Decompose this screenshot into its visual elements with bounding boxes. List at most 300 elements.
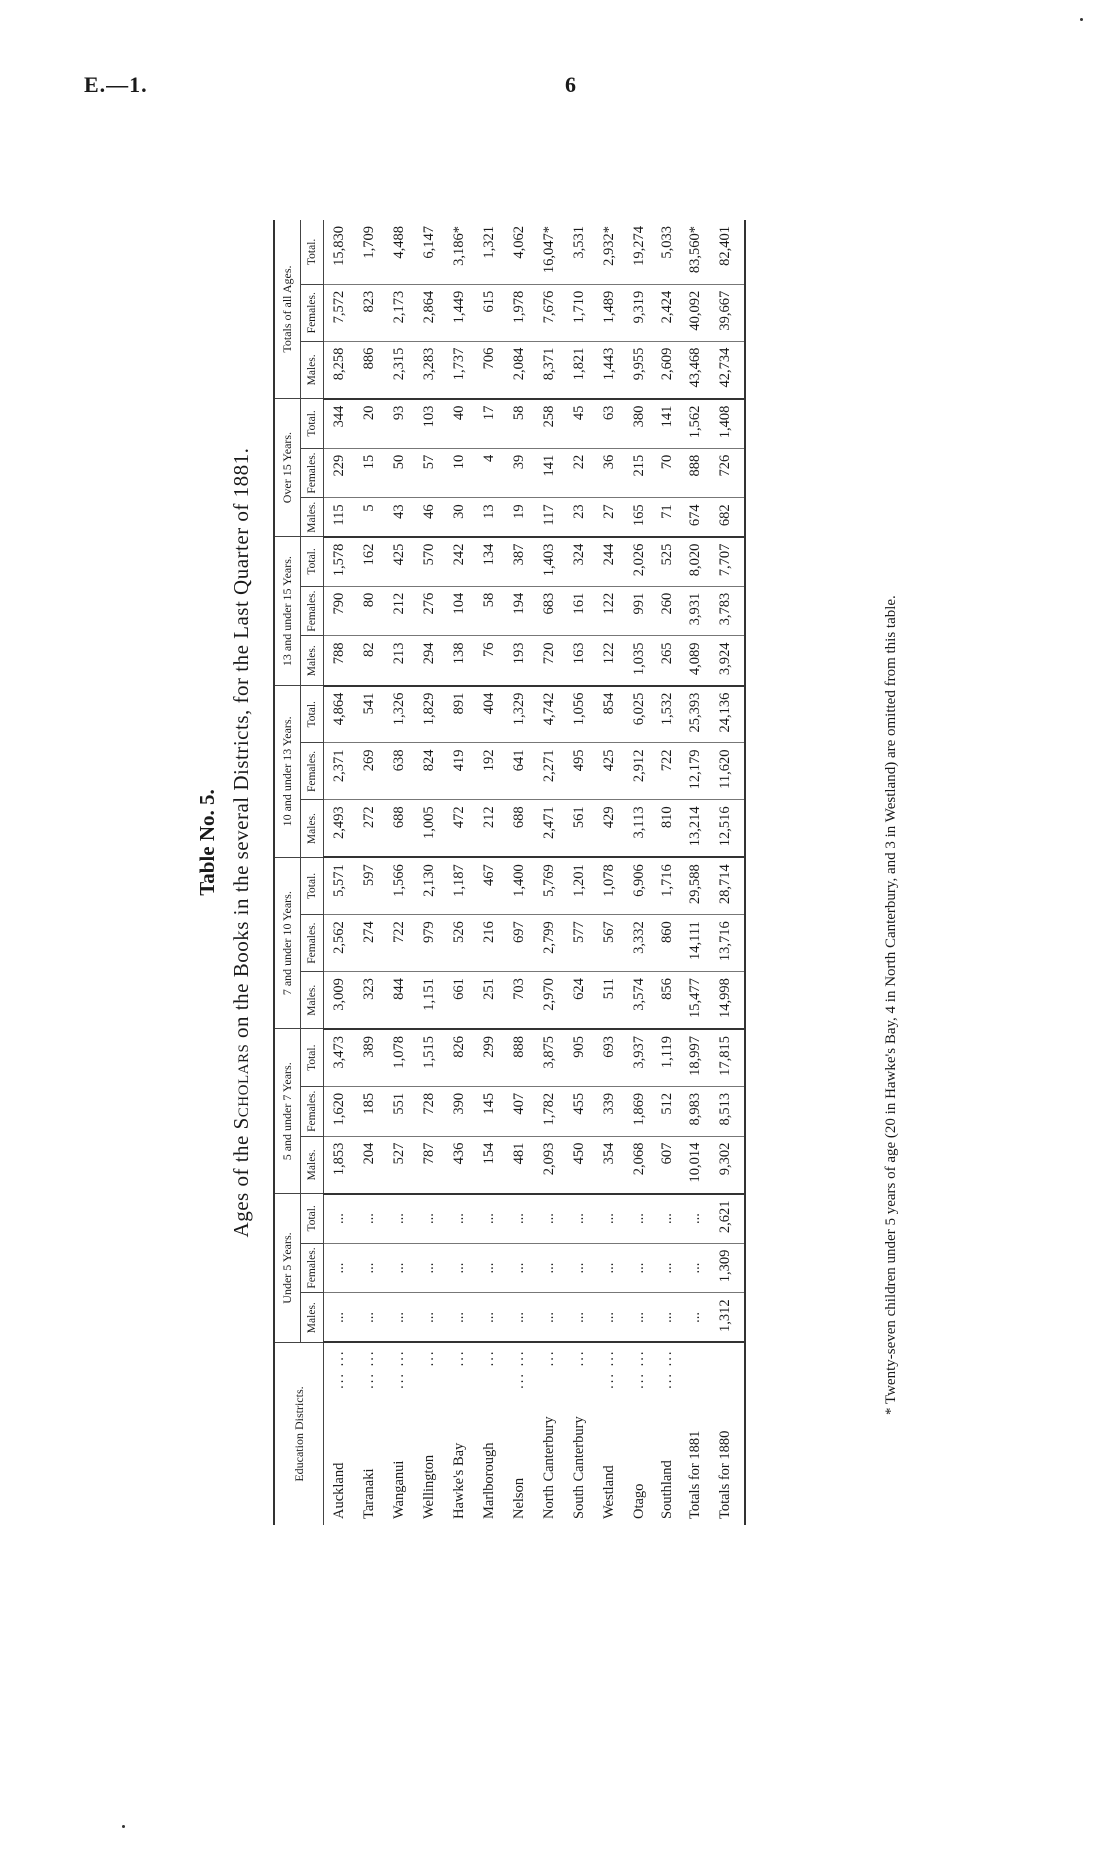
value-cell: ... xyxy=(624,1293,654,1343)
value-cell: 2,621 xyxy=(710,1194,745,1244)
value-cell: 1,443 xyxy=(594,341,624,398)
value-cell: 229 xyxy=(324,448,355,498)
value-cell: 2,271 xyxy=(534,743,564,800)
value-cell: 40 xyxy=(444,399,474,449)
value-cell: 3,113 xyxy=(624,800,654,857)
value-cell: 2,471 xyxy=(534,800,564,857)
value-cell: ... xyxy=(594,1194,624,1244)
value-cell: 165 xyxy=(624,498,654,537)
value-cell: 425 xyxy=(594,743,624,800)
value-cell: 40,092 xyxy=(680,284,710,341)
value-cell: 3,009 xyxy=(324,972,355,1029)
value-cell: 1,716 xyxy=(654,857,680,914)
value-cell: ... xyxy=(384,1194,414,1244)
value-cell: 450 xyxy=(564,1136,594,1193)
leader-dots: ... ... xyxy=(600,1349,617,1389)
value-cell: ... xyxy=(680,1293,710,1343)
value-cell: 93 xyxy=(384,399,414,449)
value-cell: 2,562 xyxy=(324,915,355,972)
value-cell: 216 xyxy=(474,915,504,972)
value-cell: 597 xyxy=(354,857,384,914)
district-name: Otago xyxy=(630,1483,647,1519)
value-cell: 58 xyxy=(474,586,504,636)
value-cell: ... xyxy=(384,1293,414,1343)
value-cell: 824 xyxy=(414,743,444,800)
value-cell: 1,515 xyxy=(414,1029,444,1086)
value-cell: 141 xyxy=(654,399,680,449)
value-cell: 1,309 xyxy=(710,1243,745,1293)
value-cell: ... xyxy=(324,1293,355,1343)
value-cell: 1,403 xyxy=(534,537,564,587)
value-cell: 162 xyxy=(354,537,384,587)
value-cell: 1,620 xyxy=(324,1086,355,1136)
leader-dots: ... xyxy=(480,1349,497,1367)
value-cell: 4,742 xyxy=(534,686,564,743)
value-cell: 14,111 xyxy=(680,915,710,972)
value-cell: 2,799 xyxy=(534,915,564,972)
value-cell: 294 xyxy=(414,636,444,686)
value-cell: 9,302 xyxy=(710,1136,745,1193)
district-name: North Canterbury xyxy=(540,1416,557,1519)
value-cell: 1,187 xyxy=(444,857,474,914)
value-cell: 46 xyxy=(414,498,444,537)
district-name-cell xyxy=(594,1343,624,1526)
value-cell: 722 xyxy=(384,915,414,972)
sub-header: Females. xyxy=(301,586,324,636)
value-cell: 2,609 xyxy=(654,341,680,398)
value-cell: 6,025 xyxy=(624,686,654,743)
value-cell: 8,371 xyxy=(534,341,564,398)
sub-header: Females. xyxy=(301,1243,324,1293)
value-cell: ... xyxy=(594,1293,624,1343)
district-name-cell xyxy=(384,1343,414,1526)
table-row xyxy=(444,220,474,1525)
value-cell: 1,119 xyxy=(654,1029,680,1086)
value-cell: 63 xyxy=(594,399,624,449)
value-cell: 823 xyxy=(354,284,384,341)
leader-dots: ... xyxy=(540,1349,557,1367)
value-cell: 8,258 xyxy=(324,341,355,398)
value-cell: 570 xyxy=(414,537,444,587)
value-cell: 299 xyxy=(474,1029,504,1086)
leader-dots: ... ... xyxy=(630,1349,647,1389)
value-cell: 8,513 xyxy=(710,1086,745,1136)
value-cell: 251 xyxy=(474,972,504,1029)
value-cell: 57 xyxy=(414,448,444,498)
value-cell: 720 xyxy=(534,636,564,686)
value-cell: 888 xyxy=(504,1029,534,1086)
value-cell: 527 xyxy=(384,1136,414,1193)
value-cell: ... xyxy=(534,1243,564,1293)
value-cell: 212 xyxy=(384,586,414,636)
value-cell: 13,214 xyxy=(680,800,710,857)
group-header: Under 5 Years. xyxy=(274,1194,301,1343)
value-cell: 5,769 xyxy=(534,857,564,914)
value-cell: 697 xyxy=(504,915,534,972)
value-cell: 19 xyxy=(504,498,534,537)
value-cell: 13 xyxy=(474,498,504,537)
value-cell: 141 xyxy=(534,448,564,498)
value-cell: 1,201 xyxy=(564,857,594,914)
value-cell: ... xyxy=(504,1243,534,1293)
value-cell: 17 xyxy=(474,399,504,449)
district-name: South Canterbury xyxy=(570,1416,587,1519)
leader-dots: ... ... xyxy=(330,1349,347,1389)
table-row xyxy=(384,220,414,1525)
value-cell: 1,329 xyxy=(504,686,534,743)
value-cell: 1,978 xyxy=(504,284,534,341)
value-cell: 3,924 xyxy=(710,636,745,686)
value-cell: 844 xyxy=(384,972,414,1029)
value-cell: 525 xyxy=(654,537,680,587)
value-cell: 389 xyxy=(354,1029,384,1086)
value-cell: 185 xyxy=(354,1086,384,1136)
leader-dots: ... xyxy=(570,1349,587,1367)
value-cell: 787 xyxy=(414,1136,444,1193)
value-cell: 258 xyxy=(534,399,564,449)
value-cell: 9,319 xyxy=(624,284,654,341)
table-row xyxy=(624,220,654,1525)
value-cell: 265 xyxy=(654,636,680,686)
value-cell: 682 xyxy=(710,498,745,537)
value-cell: 24,136 xyxy=(710,686,745,743)
value-cell: 2,932* xyxy=(594,220,624,284)
district-name-cell xyxy=(444,1343,474,1526)
value-cell: ... xyxy=(534,1194,564,1244)
value-cell: 117 xyxy=(534,498,564,537)
value-cell: 134 xyxy=(474,537,504,587)
value-cell: 1,578 xyxy=(324,537,355,587)
value-cell: 577 xyxy=(564,915,594,972)
value-cell: 3,473 xyxy=(324,1029,355,1086)
value-cell: 979 xyxy=(414,915,444,972)
district-name: Nelson xyxy=(510,1477,527,1519)
value-cell: 4,062 xyxy=(504,220,534,284)
value-cell: ... xyxy=(414,1293,444,1343)
value-cell: 76 xyxy=(474,636,504,686)
value-cell: 215 xyxy=(624,448,654,498)
value-cell: ... xyxy=(474,1194,504,1244)
value-cell: 212 xyxy=(474,800,504,857)
table-row xyxy=(710,220,745,1525)
value-cell: 390 xyxy=(444,1086,474,1136)
district-name-cell xyxy=(504,1343,534,1526)
value-cell: 204 xyxy=(354,1136,384,1193)
value-cell: 436 xyxy=(444,1136,474,1193)
table-row xyxy=(354,220,384,1525)
value-cell: 122 xyxy=(594,636,624,686)
district-name-cell xyxy=(680,1343,710,1526)
value-cell: 1,710 xyxy=(564,284,594,341)
table-row xyxy=(594,220,624,1525)
value-cell: 826 xyxy=(444,1029,474,1086)
value-cell: 404 xyxy=(474,686,504,743)
value-cell: 276 xyxy=(414,586,444,636)
value-cell: 2,970 xyxy=(534,972,564,1029)
value-cell: 3,283 xyxy=(414,341,444,398)
value-cell: 2,173 xyxy=(384,284,414,341)
value-cell: 103 xyxy=(414,399,444,449)
scan-speck xyxy=(122,1825,125,1828)
table-row xyxy=(504,220,534,1525)
value-cell: 1,078 xyxy=(594,857,624,914)
value-cell: 260 xyxy=(654,586,680,636)
value-cell: 71 xyxy=(654,498,680,537)
value-cell: ... xyxy=(654,1243,680,1293)
value-cell: 467 xyxy=(474,857,504,914)
value-cell: 7,572 xyxy=(324,284,355,341)
value-cell: 45 xyxy=(564,399,594,449)
value-cell: 344 xyxy=(324,399,355,449)
value-cell: 3,574 xyxy=(624,972,654,1029)
table-row xyxy=(534,220,564,1525)
value-cell: 703 xyxy=(504,972,534,1029)
district-name-cell xyxy=(624,1343,654,1526)
value-cell: ... xyxy=(654,1194,680,1244)
value-cell: 641 xyxy=(504,743,534,800)
value-cell: 905 xyxy=(564,1029,594,1086)
value-cell: 387 xyxy=(504,537,534,587)
value-cell: 12,516 xyxy=(710,800,745,857)
value-cell: 8,983 xyxy=(680,1086,710,1136)
value-cell: 13,716 xyxy=(710,915,745,972)
value-cell: 354 xyxy=(594,1136,624,1193)
value-cell: 3,937 xyxy=(624,1029,654,1086)
value-cell: 161 xyxy=(564,586,594,636)
value-cell: 9,955 xyxy=(624,341,654,398)
value-cell: 138 xyxy=(444,636,474,686)
value-cell: 991 xyxy=(624,586,654,636)
value-cell: 82,401 xyxy=(710,220,745,284)
district-name: Totals for 1881 xyxy=(686,1430,703,1519)
value-cell: 4,864 xyxy=(324,686,355,743)
sub-header: Males. xyxy=(301,498,324,537)
value-cell: 1,408 xyxy=(710,399,745,449)
leader-dots: ... ... xyxy=(510,1349,527,1389)
value-cell: 1,078 xyxy=(384,1029,414,1086)
value-cell: 7,676 xyxy=(534,284,564,341)
value-cell: 339 xyxy=(594,1086,624,1136)
value-cell: 154 xyxy=(474,1136,504,1193)
value-cell: 6,906 xyxy=(624,857,654,914)
table-subtitle xyxy=(229,130,254,1555)
value-cell: 39,667 xyxy=(710,284,745,341)
value-cell: 526 xyxy=(444,915,474,972)
value-cell: ... xyxy=(564,1194,594,1244)
value-cell: ... xyxy=(444,1293,474,1343)
value-cell: 213 xyxy=(384,636,414,686)
value-cell: 82 xyxy=(354,636,384,686)
sub-header: Males. xyxy=(301,800,324,857)
value-cell: 2,084 xyxy=(504,341,534,398)
value-cell: 2,026 xyxy=(624,537,654,587)
value-cell: 80 xyxy=(354,586,384,636)
scan-speck xyxy=(1080,18,1083,21)
value-cell: 624 xyxy=(564,972,594,1029)
sub-header-row xyxy=(301,220,324,1525)
value-cell: 122 xyxy=(594,586,624,636)
value-cell: 886 xyxy=(354,341,384,398)
district-name-cell xyxy=(534,1343,564,1526)
value-cell: ... xyxy=(624,1243,654,1293)
value-cell: ... xyxy=(564,1243,594,1293)
value-cell: 16,047* xyxy=(534,220,564,284)
district-name-cell xyxy=(710,1343,745,1526)
district-name: Auckland xyxy=(330,1462,347,1519)
value-cell: 567 xyxy=(594,915,624,972)
leader-dots: ... ... xyxy=(360,1349,377,1389)
value-cell: 194 xyxy=(504,586,534,636)
district-name-cell xyxy=(474,1343,504,1526)
value-cell: 1,326 xyxy=(384,686,414,743)
table-row xyxy=(324,220,355,1525)
value-cell: 50 xyxy=(384,448,414,498)
value-cell: 481 xyxy=(504,1136,534,1193)
value-cell: 30 xyxy=(444,498,474,537)
value-cell: 1,489 xyxy=(594,284,624,341)
value-cell: 429 xyxy=(594,800,624,857)
value-cell: 380 xyxy=(624,399,654,449)
district-name-cell xyxy=(324,1343,355,1526)
value-cell: 561 xyxy=(564,800,594,857)
value-cell: 83,560* xyxy=(680,220,710,284)
value-cell: 1,821 xyxy=(564,341,594,398)
value-cell: 1,853 xyxy=(324,1136,355,1193)
value-cell: ... xyxy=(534,1293,564,1343)
value-cell: 2,068 xyxy=(624,1136,654,1193)
sub-header: Males. xyxy=(301,636,324,686)
value-cell: 683 xyxy=(534,586,564,636)
value-cell: 2,864 xyxy=(414,284,444,341)
value-cell: 6,147 xyxy=(414,220,444,284)
value-cell: 726 xyxy=(710,448,745,498)
value-cell: 688 xyxy=(384,800,414,857)
value-cell: 541 xyxy=(354,686,384,743)
value-cell: 728 xyxy=(414,1086,444,1136)
value-cell: 3,783 xyxy=(710,586,745,636)
value-cell: 15 xyxy=(354,448,384,498)
value-cell: 5,571 xyxy=(324,857,355,914)
value-cell: 706 xyxy=(474,341,504,398)
value-cell: ... xyxy=(354,1293,384,1343)
value-cell: ... xyxy=(444,1243,474,1293)
value-cell: 323 xyxy=(354,972,384,1029)
value-cell: 15,830 xyxy=(324,220,355,284)
value-cell: 425 xyxy=(384,537,414,587)
value-cell: 43 xyxy=(384,498,414,537)
value-cell: 39 xyxy=(504,448,534,498)
value-cell: 1,449 xyxy=(444,284,474,341)
value-cell: 115 xyxy=(324,498,355,537)
value-cell: 1,709 xyxy=(354,220,384,284)
district-header: Education Districts. xyxy=(274,1343,324,1526)
value-cell: 10 xyxy=(444,448,474,498)
value-cell: 145 xyxy=(474,1086,504,1136)
value-cell: 472 xyxy=(444,800,474,857)
group-header: 13 and under 15 Years. xyxy=(274,537,301,686)
leader-dots: ... ... xyxy=(658,1349,675,1389)
district-name: Taranaki xyxy=(360,1468,377,1519)
table-title: Table No. 5. xyxy=(195,789,219,896)
value-cell: 27 xyxy=(594,498,624,537)
sub-header: Total. xyxy=(301,1029,324,1086)
value-cell: 23 xyxy=(564,498,594,537)
value-cell: 2,424 xyxy=(654,284,680,341)
value-cell: 272 xyxy=(354,800,384,857)
value-cell: 193 xyxy=(504,636,534,686)
value-cell: 693 xyxy=(594,1029,624,1086)
value-cell: 269 xyxy=(354,743,384,800)
value-cell: 661 xyxy=(444,972,474,1029)
value-cell: 860 xyxy=(654,915,680,972)
value-cell: ... xyxy=(624,1194,654,1244)
sub-header: Females. xyxy=(301,1086,324,1136)
subtitle-smallcaps: Scholars xyxy=(229,1043,253,1130)
district-name: Marlborough xyxy=(480,1442,497,1519)
value-cell: 688 xyxy=(504,800,534,857)
value-cell: 4,089 xyxy=(680,636,710,686)
table-row xyxy=(564,220,594,1525)
value-cell: ... xyxy=(504,1194,534,1244)
value-cell: 788 xyxy=(324,636,355,686)
value-cell: 1,035 xyxy=(624,636,654,686)
value-cell: 70 xyxy=(654,448,680,498)
ages-table xyxy=(273,220,746,1525)
district-name-cell xyxy=(354,1343,384,1526)
value-cell: 638 xyxy=(384,743,414,800)
value-cell: 18,997 xyxy=(680,1029,710,1086)
leader-dots: ... xyxy=(420,1349,437,1367)
value-cell: 192 xyxy=(474,743,504,800)
district-name-cell xyxy=(414,1343,444,1526)
value-cell: 810 xyxy=(654,800,680,857)
value-cell: 1,005 xyxy=(414,800,444,857)
sub-header: Males. xyxy=(301,1136,324,1193)
value-cell: 2,912 xyxy=(624,743,654,800)
value-cell: ... xyxy=(474,1293,504,1343)
value-cell: 25,393 xyxy=(680,686,710,743)
sub-header: Females. xyxy=(301,743,324,800)
value-cell: 20 xyxy=(354,399,384,449)
value-cell: 244 xyxy=(594,537,624,587)
value-cell: 3,531 xyxy=(564,220,594,284)
value-cell: 615 xyxy=(474,284,504,341)
value-cell: ... xyxy=(354,1194,384,1244)
sub-header: Total. xyxy=(301,399,324,449)
group-header: Over 15 Years. xyxy=(274,399,301,537)
value-cell: 19,274 xyxy=(624,220,654,284)
value-cell: ... xyxy=(384,1243,414,1293)
value-cell: 3,186* xyxy=(444,220,474,284)
group-header: 7 and under 10 Years. xyxy=(274,857,301,1029)
value-cell: ... xyxy=(354,1243,384,1293)
value-cell: 4,488 xyxy=(384,220,414,284)
value-cell: ... xyxy=(324,1194,355,1244)
page-number: 6 xyxy=(565,72,576,97)
value-cell: 2,371 xyxy=(324,743,355,800)
sub-header: Females. xyxy=(301,284,324,341)
value-cell: 407 xyxy=(504,1086,534,1136)
table-row xyxy=(654,220,680,1525)
value-cell: 674 xyxy=(680,498,710,537)
value-cell: 1,869 xyxy=(624,1086,654,1136)
value-cell: 58 xyxy=(504,399,534,449)
value-cell: 4 xyxy=(474,448,504,498)
district-name: Southland xyxy=(658,1460,675,1519)
group-header: 10 and under 13 Years. xyxy=(274,686,301,858)
value-cell: 1,782 xyxy=(534,1086,564,1136)
sub-header: Total. xyxy=(301,537,324,587)
